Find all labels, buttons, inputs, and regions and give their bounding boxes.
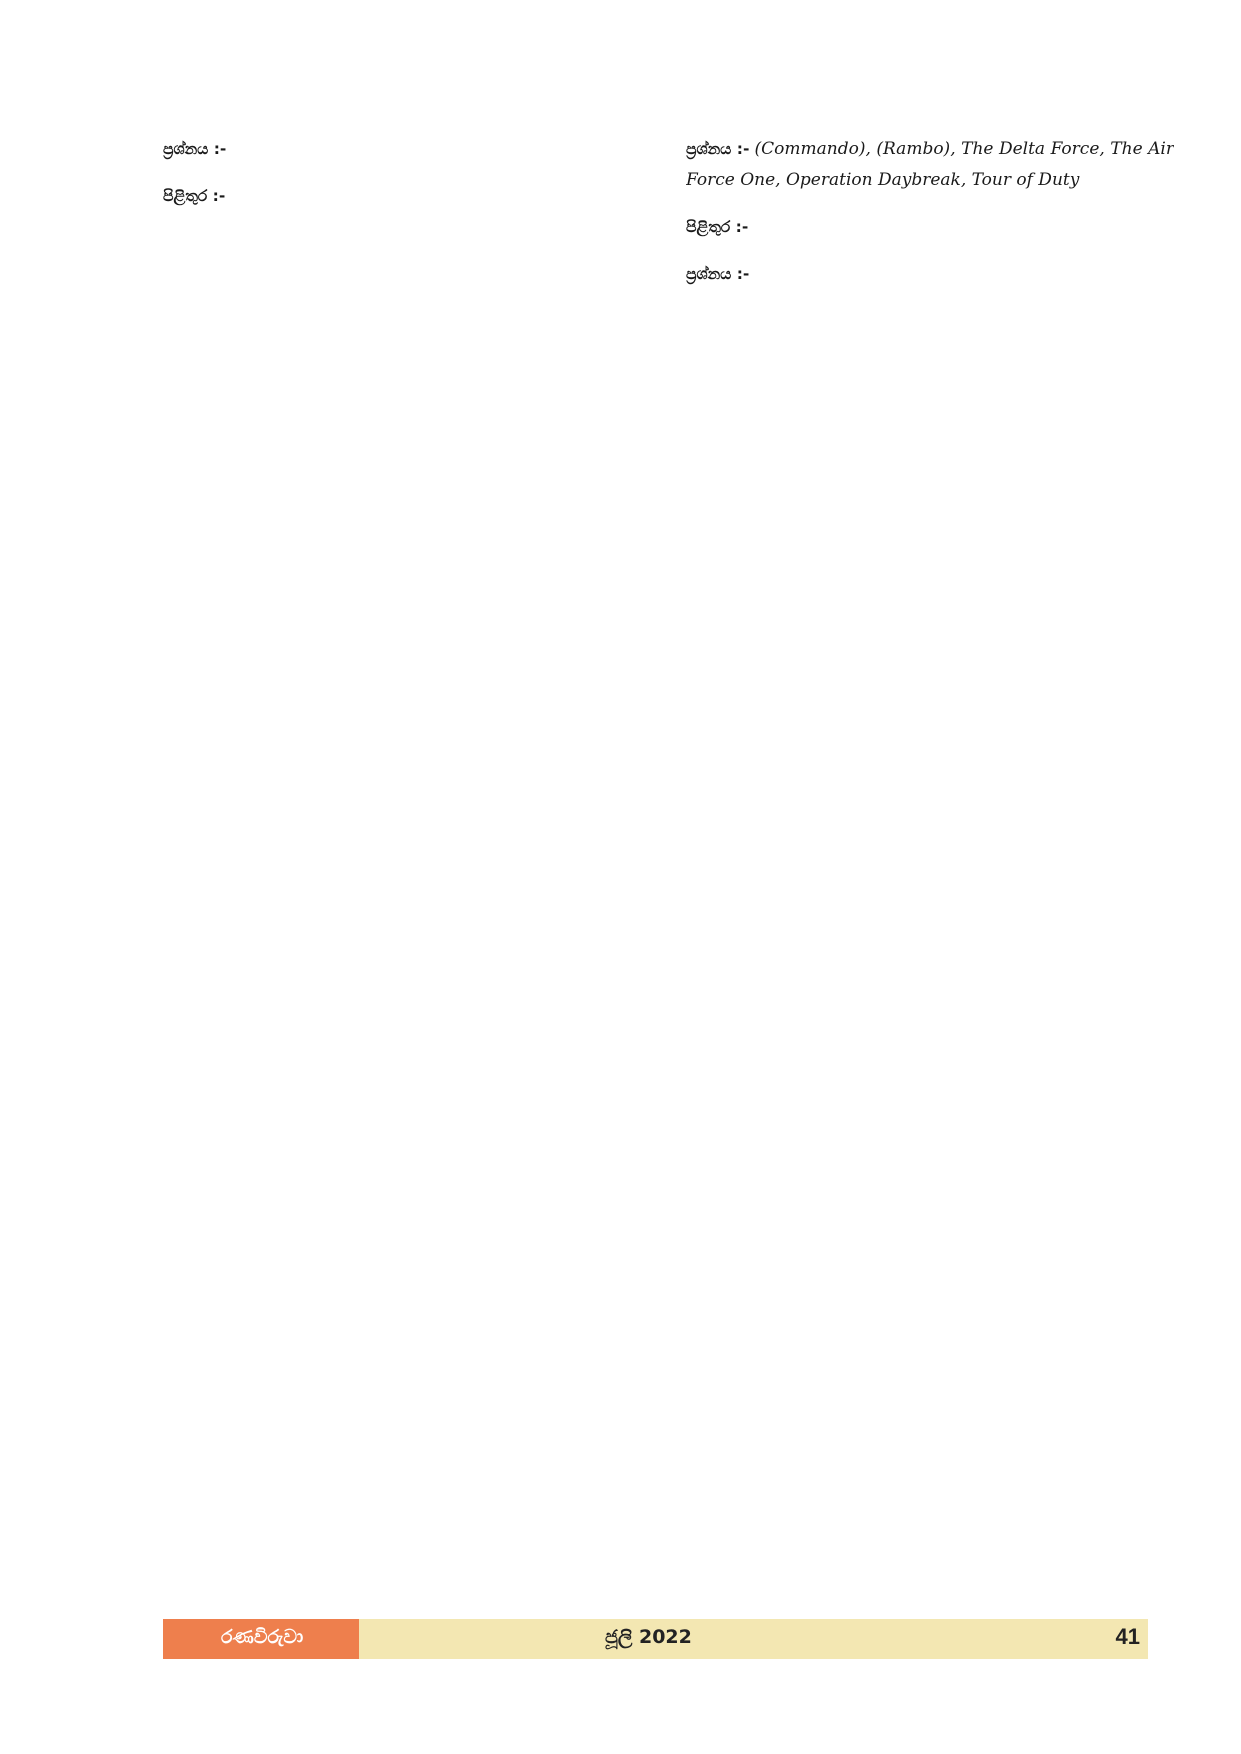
answer-label: පිළිතුර :- (686, 218, 749, 236)
question-label: ප්‍රශ්නය :- (163, 140, 227, 158)
page-number: 41 (1115, 1624, 1140, 1649)
answer-label: පිළිතුර :- (163, 187, 226, 205)
magazine-name: රණවිරුවා (221, 1626, 304, 1648)
page-footer (163, 1619, 1148, 1659)
qa-answer (686, 212, 1174, 243)
left-column (163, 118, 651, 1586)
qa-answer (163, 181, 651, 212)
right-column (686, 118, 1174, 1586)
issue-date: ජූලි 2022 (605, 1626, 692, 1648)
qa-question (686, 259, 1174, 290)
film-titles: (Commando), (Rambo), The Delta Force, The Air Force One, Operation Daybreak, Tour of Duty (686, 139, 1174, 190)
qa-question (163, 134, 651, 165)
question-label: ප්‍රශ්නය :- (686, 265, 750, 283)
qa-question (686, 134, 1174, 196)
question-label: ප්‍රශ්නය :- (686, 140, 750, 158)
